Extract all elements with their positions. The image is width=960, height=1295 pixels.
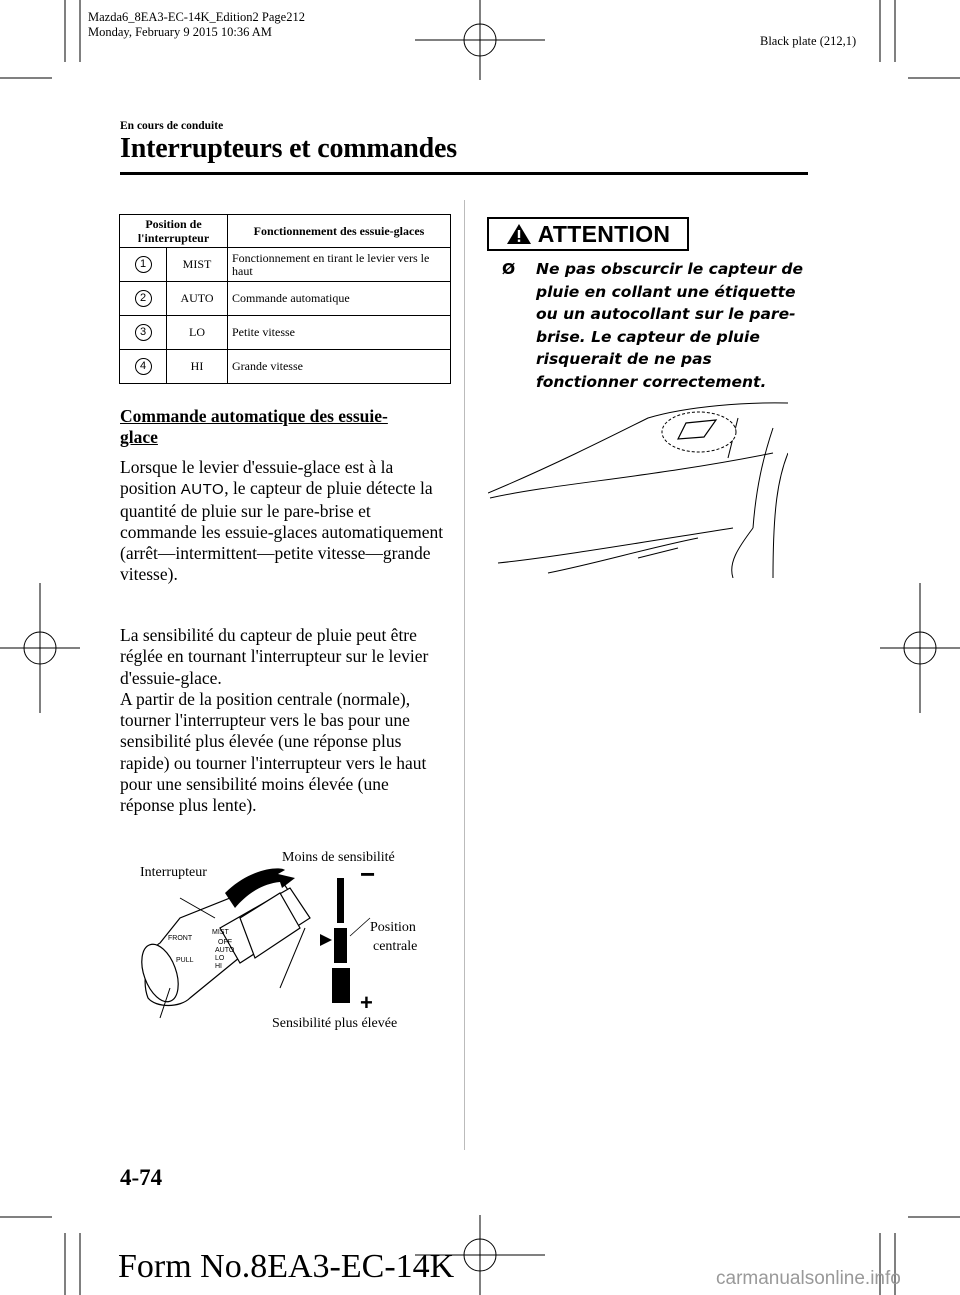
lever-label: HI bbox=[215, 963, 222, 970]
paragraph-sensitivity: La sensibilité du capteur de pluie peut être réglée en tournant l'interrupteur sur le levier d'essuie-glace. A partir de la position centrale (normale), tourner l'interrupteur vers le bas pour une sensibilité plus élevée (une réponse plus rapide) ou tourner l'interrupteur vers le haut pour une sensibilité moins élevée (une réponse plus lente). bbox=[120, 625, 429, 816]
lever-label: OFF bbox=[218, 939, 232, 946]
position-cell: AUTO bbox=[167, 282, 228, 316]
table-row bbox=[120, 350, 451, 384]
position-cell: HI bbox=[167, 350, 228, 384]
attention-text: Ne pas obscurcir le capteur de pluie en collant une étiquette ou un autocollant sur le pare-brise. Le capteur de pluie risquerait de ne pas fonctionner correctement. bbox=[536, 260, 804, 391]
lever-label: LO bbox=[215, 955, 225, 962]
table-header-position: Position de l'interrupteur bbox=[120, 215, 228, 248]
column-divider bbox=[464, 200, 465, 1150]
print-metadata bbox=[88, 10, 305, 40]
sensitivity-bar-mid-icon bbox=[334, 928, 347, 963]
bullet-arrow-icon: Ø bbox=[502, 260, 516, 278]
function-cell: Grande vitesse bbox=[228, 350, 451, 384]
center-pointer-icon bbox=[320, 934, 332, 946]
page-title: Interrupteurs et commandes bbox=[120, 133, 457, 164]
function-cell: Commande automatique bbox=[228, 282, 451, 316]
auto-position-tag: AUTO bbox=[180, 481, 225, 499]
position-number-badge: 1 bbox=[135, 256, 152, 273]
page-number: 4-74 bbox=[120, 1165, 163, 1190]
warning-triangle-icon bbox=[506, 223, 532, 245]
position-number-badge: 3 bbox=[135, 324, 152, 341]
lever-label: FRONT bbox=[168, 935, 193, 942]
lever-label: PULL bbox=[176, 957, 194, 964]
print-meta-line2: Monday, February 9 2015 10:36 AM bbox=[88, 25, 272, 39]
minus-sign: − bbox=[360, 859, 376, 889]
function-cell: Fonctionnement en tirant le levier vers le haut bbox=[228, 248, 451, 282]
table-row bbox=[120, 248, 451, 282]
lever-label: MIST bbox=[212, 929, 229, 936]
attention-box bbox=[487, 217, 689, 251]
table-row bbox=[120, 282, 451, 316]
table-row bbox=[120, 316, 451, 350]
sensitivity-bar-high-icon bbox=[332, 968, 350, 1003]
section-heading: Commande automatique des essuie-glace bbox=[120, 406, 388, 447]
paragraph-auto-mode: Lorsque le levier d'essuie-glace est à la position AUTO, le capteur de pluie détecte la quantité de pluie sur le pare-brise et commande les essuie-glaces automatiquement (arrêt―intermittent―petite vitesse―grande vitesse). bbox=[120, 457, 444, 585]
sensitivity-bar-low-icon bbox=[337, 878, 344, 923]
section-label: En cours de conduite bbox=[120, 120, 224, 132]
position-cell: MIST bbox=[167, 248, 228, 282]
position-cell: LO bbox=[167, 316, 228, 350]
title-rule bbox=[120, 172, 808, 175]
position-number-badge: 2 bbox=[135, 290, 152, 307]
attention-title: ATTENTION bbox=[537, 220, 671, 247]
watermark: carmanualsonline.info bbox=[716, 1268, 901, 1289]
label-more-sensitivity: Sensibilité plus élevée bbox=[272, 1016, 398, 1031]
label-less-sensitivity: Moins de sensibilité bbox=[282, 850, 395, 865]
position-number-badge: 4 bbox=[135, 358, 152, 375]
windshield-sensor-figure bbox=[488, 398, 788, 578]
switch-position-table bbox=[119, 214, 451, 384]
label-central: centrale bbox=[373, 939, 418, 954]
print-meta-line1: Mazda6_8EA3-EC-14K_Edition2 Page212 bbox=[88, 10, 305, 24]
lever-label: AUTO bbox=[215, 947, 235, 954]
function-cell: Petite vitesse bbox=[228, 316, 451, 350]
label-switch: Interrupteur bbox=[140, 865, 207, 880]
label-position: Position bbox=[370, 920, 416, 935]
plate-label: Black plate (212,1) bbox=[760, 34, 857, 48]
plus-sign: + bbox=[360, 990, 373, 1015]
table-header-function: Fonctionnement des essuie-glaces bbox=[228, 215, 451, 248]
form-number: Form No.8EA3-EC-14K bbox=[118, 1248, 455, 1285]
